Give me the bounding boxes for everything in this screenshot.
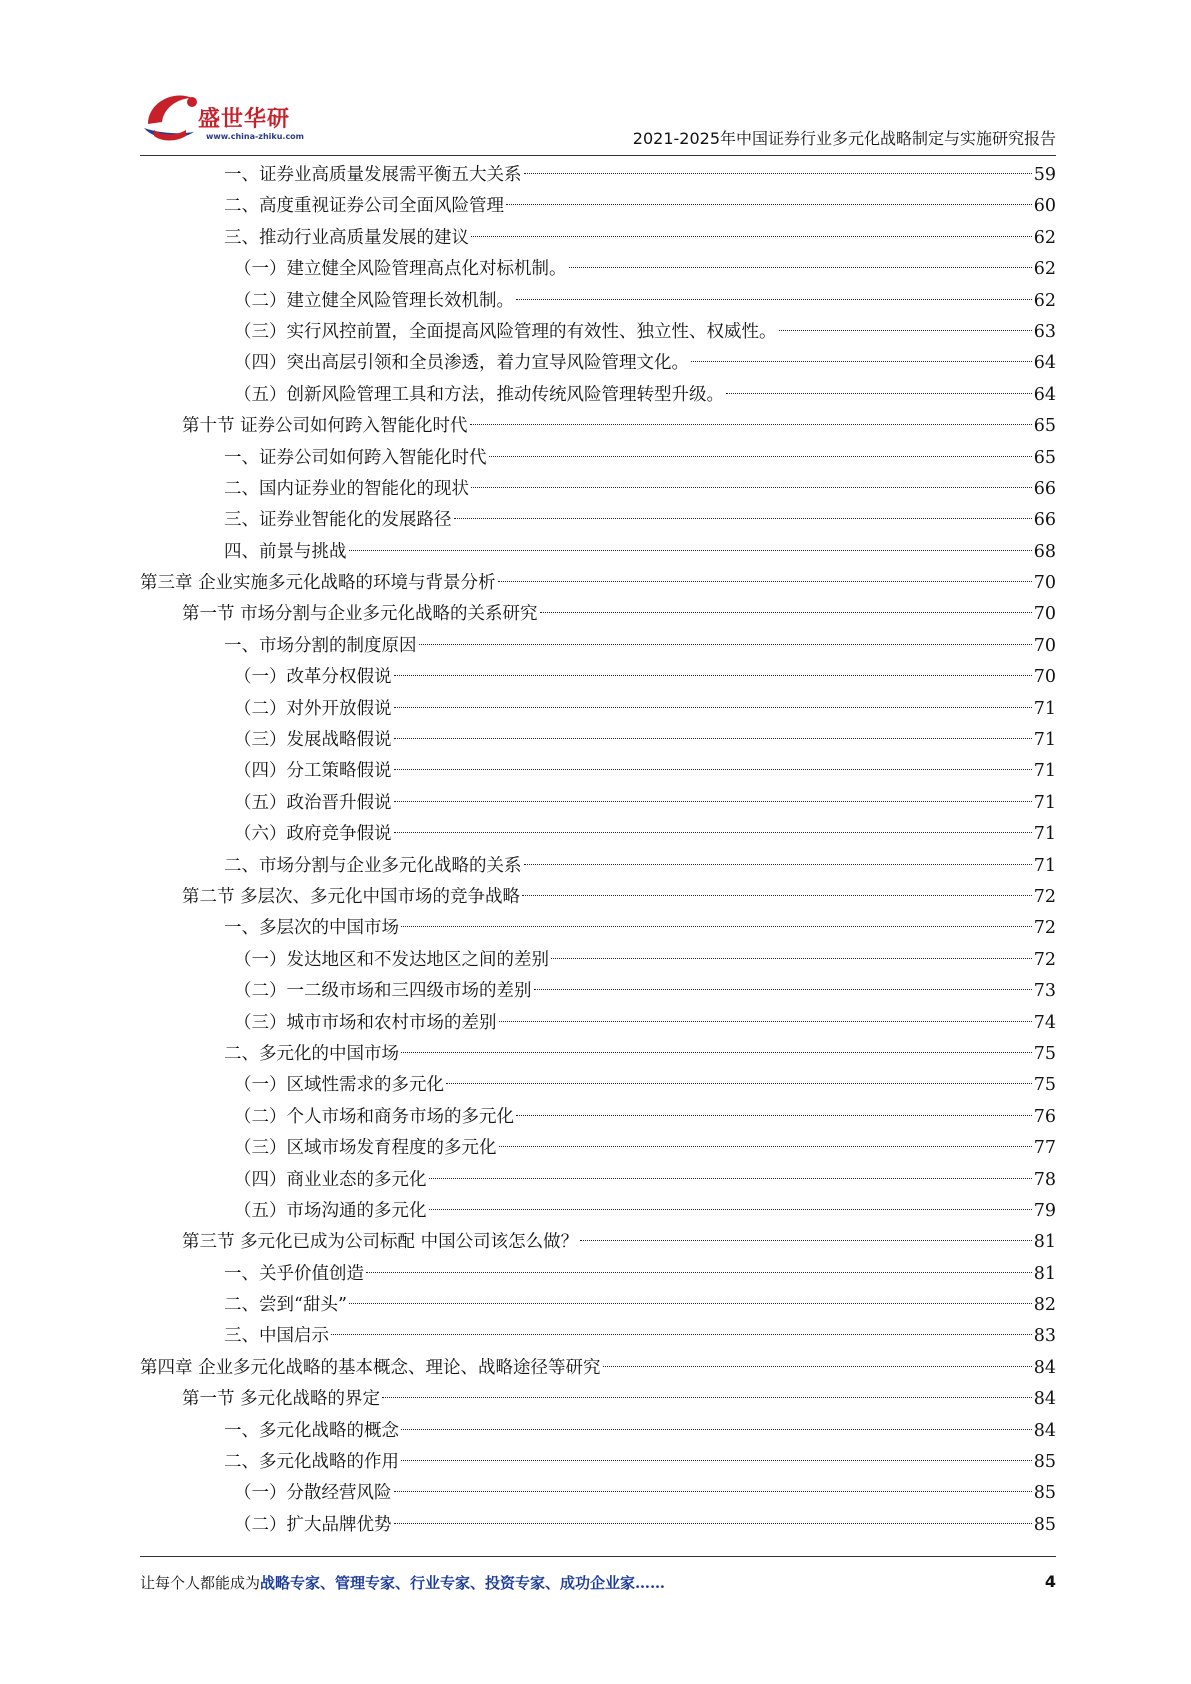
toc-page-number: 71 (1033, 730, 1056, 751)
toc-entry[interactable] (140, 882, 1056, 913)
company-logo (140, 84, 310, 150)
toc-page-number: 81 (1033, 1263, 1056, 1284)
toc-page-number: 79 (1033, 1200, 1056, 1221)
toc-entry[interactable] (140, 380, 1056, 411)
footer-slogan (140, 1572, 665, 1593)
toc-entry[interactable] (140, 694, 1056, 725)
header-divider (140, 155, 1056, 156)
toc-entry-title: （二）对外开放假说 (234, 698, 392, 719)
toc-page-number: 70 (1033, 604, 1056, 625)
table-of-contents (140, 160, 1056, 1541)
toc-entry[interactable] (140, 317, 1056, 348)
toc-entry[interactable] (140, 411, 1056, 442)
toc-entry[interactable] (140, 851, 1056, 882)
toc-dot-leader (366, 1272, 1032, 1273)
toc-dot-leader (569, 267, 1032, 268)
toc-entry[interactable] (140, 1416, 1056, 1447)
toc-page-number: 84 (1033, 1389, 1056, 1410)
toc-entry[interactable] (140, 1447, 1056, 1478)
toc-dot-leader (498, 581, 1032, 582)
toc-dot-leader (331, 1334, 1032, 1335)
toc-entry-title: （四）分工策略假说 (234, 761, 392, 782)
toc-page-number: 71 (1033, 792, 1056, 813)
toc-entry[interactable] (140, 505, 1056, 536)
toc-page-number: 71 (1033, 698, 1056, 719)
toc-entry[interactable] (140, 599, 1056, 630)
toc-entry[interactable] (140, 1039, 1056, 1070)
toc-entry-title: 一、证券公司如何跨入智能化时代 (224, 447, 487, 468)
toc-entry-title: 一、多元化战略的概念 (224, 1420, 399, 1441)
page-footer (140, 1572, 1056, 1600)
toc-entry-title: 二、多元化战略的作用 (224, 1452, 399, 1473)
toc-page-number: 84 (1033, 1420, 1056, 1441)
toc-page-number: 62 (1033, 290, 1056, 311)
toc-entry-title: 三、推动行业高质量发展的建议 (224, 227, 469, 248)
toc-entry[interactable] (140, 191, 1056, 222)
toc-page-number: 73 (1033, 981, 1056, 1002)
toc-entry[interactable] (140, 223, 1056, 254)
toc-dot-leader (394, 1523, 1032, 1524)
toc-page-number: 75 (1033, 1043, 1056, 1064)
toc-dot-leader (534, 989, 1032, 990)
toc-page-number: 78 (1033, 1169, 1056, 1190)
toc-page-number: 82 (1033, 1295, 1056, 1316)
toc-entry-title: 二、高度重视证券公司全面风险管理 (224, 196, 504, 217)
toc-dot-leader (471, 487, 1032, 488)
toc-entry-title: （二）一二级市场和三四级市场的差别 (234, 981, 532, 1002)
toc-entry-title: （三）发展战略假说 (234, 730, 392, 751)
toc-dot-leader (446, 1083, 1032, 1084)
toc-entry[interactable] (140, 1478, 1056, 1509)
toc-entry-title: 一、市场分割的制度原因 (224, 635, 417, 656)
toc-entry[interactable] (140, 631, 1056, 662)
toc-entry[interactable] (140, 1384, 1056, 1415)
toc-dot-leader (394, 738, 1032, 739)
toc-entry-title: 一、证券业高质量发展需平衡五大关系 (224, 165, 522, 185)
toc-dot-leader (349, 550, 1032, 551)
footer-divider (140, 1556, 1056, 1557)
toc-entry-title: （三）区域市场发育程度的多元化 (234, 1138, 497, 1159)
toc-dot-leader (429, 1209, 1032, 1210)
toc-page-number: 76 (1033, 1106, 1056, 1127)
toc-dot-leader (691, 361, 1032, 362)
toc-entry-title: （二）扩大品牌优势 (234, 1514, 392, 1535)
toc-entry-title: （六）政府竞争假说 (234, 824, 392, 845)
toc-page-number: 77 (1033, 1138, 1056, 1159)
toc-entry[interactable] (140, 1102, 1056, 1133)
toc-entry[interactable] (140, 662, 1056, 693)
toc-dot-leader (524, 864, 1032, 865)
toc-entry[interactable] (140, 1290, 1056, 1321)
toc-page-number: 66 (1033, 478, 1056, 499)
toc-page-number: 72 (1033, 918, 1056, 939)
toc-entry-title: （五）创新风险管理工具和方法，推动传统风险管理转型升级。 (234, 384, 724, 405)
toc-page-number: 62 (1033, 227, 1056, 248)
toc-page-number: 59 (1033, 165, 1056, 185)
toc-entry[interactable] (140, 725, 1056, 756)
toc-dot-leader (401, 1052, 1032, 1053)
toc-entry-title: （一）建立健全风险管理高点化对标机制。 (234, 259, 567, 280)
toc-entry[interactable] (140, 756, 1056, 787)
toc-dot-leader (401, 926, 1032, 927)
toc-dot-leader (401, 1460, 1032, 1461)
report-title: 2021-2025年中国证券行业多元化战略制定与实施研究报告 (632, 129, 1056, 148)
toc-dot-leader (516, 299, 1032, 300)
toc-entry[interactable] (140, 474, 1056, 505)
slogan-prefix: 让每个人都能成为 (140, 1574, 261, 1592)
toc-entry-title: 一、多层次的中国市场 (224, 918, 399, 939)
toc-page-number: 72 (1033, 949, 1056, 970)
toc-entry-title: 二、市场分割与企业多元化战略的关系 (224, 855, 522, 876)
toc-dot-leader (394, 707, 1032, 708)
page-number: 4 (1044, 1572, 1056, 1591)
toc-entry[interactable] (140, 1353, 1056, 1384)
toc-entry-title: 二、国内证券业的智能化的现状 (224, 478, 469, 499)
toc-page-number: 71 (1033, 855, 1056, 876)
toc-entry[interactable] (140, 945, 1056, 976)
toc-page-number: 68 (1033, 541, 1056, 562)
toc-entry[interactable] (140, 1227, 1056, 1258)
toc-page-number: 71 (1033, 824, 1056, 845)
toc-page-number: 83 (1033, 1326, 1056, 1347)
toc-entry[interactable] (140, 348, 1056, 379)
toc-dot-leader (394, 801, 1032, 802)
toc-entry[interactable] (140, 537, 1056, 568)
toc-dot-leader (394, 832, 1032, 833)
toc-entry[interactable] (140, 1008, 1056, 1039)
toc-entry-title: （三）城市市场和农村市场的差别 (234, 1012, 497, 1033)
toc-entry[interactable] (140, 1321, 1056, 1352)
toc-entry[interactable] (140, 160, 1056, 191)
toc-dot-leader (522, 895, 1032, 896)
toc-entry-title: 三、中国启示 (224, 1326, 329, 1347)
toc-page-number: 66 (1033, 510, 1056, 531)
toc-page-number: 63 (1033, 321, 1056, 342)
toc-dot-leader (551, 958, 1032, 959)
toc-entry-title: （四）商业业态的多元化 (234, 1169, 427, 1190)
toc-dot-leader (349, 1303, 1032, 1304)
toc-page-number: 70 (1033, 573, 1056, 594)
toc-entry-title: 第三章 企业实施多元化战略的环境与背景分析 (140, 573, 496, 594)
toc-entry[interactable] (140, 976, 1056, 1007)
toc-dot-leader (603, 1366, 1032, 1367)
toc-dot-leader (489, 456, 1032, 457)
logo-name: 盛世华研 (198, 107, 291, 132)
toc-entry-title: （五）政治晋升假说 (234, 792, 392, 813)
toc-dot-leader (419, 644, 1032, 645)
toc-dot-leader (429, 1178, 1032, 1179)
toc-entry-title: 一、关乎价值创造 (224, 1263, 364, 1284)
toc-dot-leader (580, 1240, 1032, 1241)
toc-dot-leader (499, 1021, 1032, 1022)
toc-dot-leader (382, 1397, 1032, 1398)
toc-entry[interactable] (140, 1196, 1056, 1227)
toc-entry-title: （四）突出高层引领和全员渗透，着力宣导风险管理文化。 (234, 353, 689, 374)
toc-entry-title: 第二节 多层次、多元化中国市场的竞争战略 (182, 886, 521, 907)
toc-page-number: 81 (1033, 1232, 1056, 1253)
toc-entry-title: （一）改革分权假说 (234, 667, 392, 688)
toc-entry-title: （二）个人市场和商务市场的多元化 (234, 1106, 514, 1127)
toc-dot-leader (394, 769, 1032, 770)
toc-entry-title: 二、尝到“甜头” (224, 1295, 347, 1316)
toc-entry-title: 第四章 企业多元化战略的基本概念、理论、战略途径等研究 (140, 1357, 601, 1378)
toc-entry-title: （三）实行风控前置，全面提高风险管理的有效性、独立性、权威性。 (234, 321, 777, 342)
toc-page-number: 85 (1033, 1514, 1056, 1535)
toc-page-number: 72 (1033, 886, 1056, 907)
logo-url: www.china-zhiku.com (206, 132, 305, 141)
toc-dot-leader (516, 1115, 1032, 1116)
toc-dot-leader (401, 1429, 1032, 1430)
toc-entry-title: （一）发达地区和不发达地区之间的差别 (234, 949, 549, 970)
toc-page-number: 60 (1033, 196, 1056, 217)
toc-entry[interactable] (140, 443, 1056, 474)
toc-page-number: 75 (1033, 1075, 1056, 1096)
toc-entry[interactable] (140, 254, 1056, 285)
page-header (140, 80, 1056, 160)
toc-dot-leader (394, 675, 1032, 676)
toc-entry-title: 第一节 市场分割与企业多元化战略的关系研究 (182, 604, 538, 625)
toc-entry[interactable] (140, 286, 1056, 317)
toc-page-number: 65 (1033, 416, 1056, 437)
toc-dot-leader (506, 204, 1032, 205)
toc-entry-title: （五）市场沟通的多元化 (234, 1200, 427, 1221)
toc-dot-leader (524, 173, 1032, 174)
toc-page-number: 71 (1033, 761, 1056, 782)
toc-entry-title: 四、前景与挑战 (224, 541, 347, 562)
toc-page-number: 70 (1033, 635, 1056, 656)
toc-dot-leader (499, 1146, 1032, 1147)
slogan-highlight: 战略专家、管理专家、行业专家、投资专家、成功企业家…… (260, 1574, 666, 1592)
toc-entry-title: （一）分散经营风险 (234, 1483, 392, 1504)
toc-dot-leader (454, 518, 1032, 519)
toc-dot-leader (779, 330, 1032, 331)
toc-entry-title: （二）建立健全风险管理长效机制。 (234, 290, 514, 311)
toc-dot-leader (540, 612, 1032, 613)
toc-entry-title: 二、多元化的中国市场 (224, 1043, 399, 1064)
toc-page-number: 85 (1033, 1452, 1056, 1473)
toc-dot-leader (726, 393, 1032, 394)
toc-page-number: 64 (1033, 353, 1056, 374)
toc-page-number: 64 (1033, 384, 1056, 405)
toc-dot-leader (470, 424, 1032, 425)
toc-entry-title: 三、证券业智能化的发展路径 (224, 510, 452, 531)
toc-page-number: 85 (1033, 1483, 1056, 1504)
toc-dot-leader (471, 236, 1032, 237)
toc-entry[interactable] (140, 1070, 1056, 1101)
toc-page-number: 84 (1033, 1357, 1056, 1378)
toc-entry-title: 第十节 证券公司如何跨入智能化时代 (182, 416, 468, 437)
toc-page-number: 65 (1033, 447, 1056, 468)
toc-dot-leader (394, 1491, 1032, 1492)
toc-page-number: 62 (1033, 259, 1056, 280)
toc-entry[interactable] (140, 1133, 1056, 1164)
toc-entry[interactable] (140, 1259, 1056, 1290)
logo-emblem-icon (140, 84, 204, 150)
toc-entry-title: （一）区域性需求的多元化 (234, 1075, 444, 1096)
toc-entry-title: 第一节 多元化战略的界定 (182, 1389, 381, 1410)
toc-entry[interactable] (140, 819, 1056, 850)
toc-page-number: 74 (1033, 1012, 1056, 1033)
toc-entry-title: 第三节 多元化已成为公司标配 中国公司该怎么做？ (182, 1232, 579, 1253)
toc-entry[interactable] (140, 568, 1056, 599)
toc-entry[interactable] (140, 1165, 1056, 1196)
toc-entry[interactable] (140, 913, 1056, 944)
toc-entry[interactable] (140, 1510, 1056, 1541)
toc-entry[interactable] (140, 788, 1056, 819)
toc-page-number: 70 (1033, 667, 1056, 688)
